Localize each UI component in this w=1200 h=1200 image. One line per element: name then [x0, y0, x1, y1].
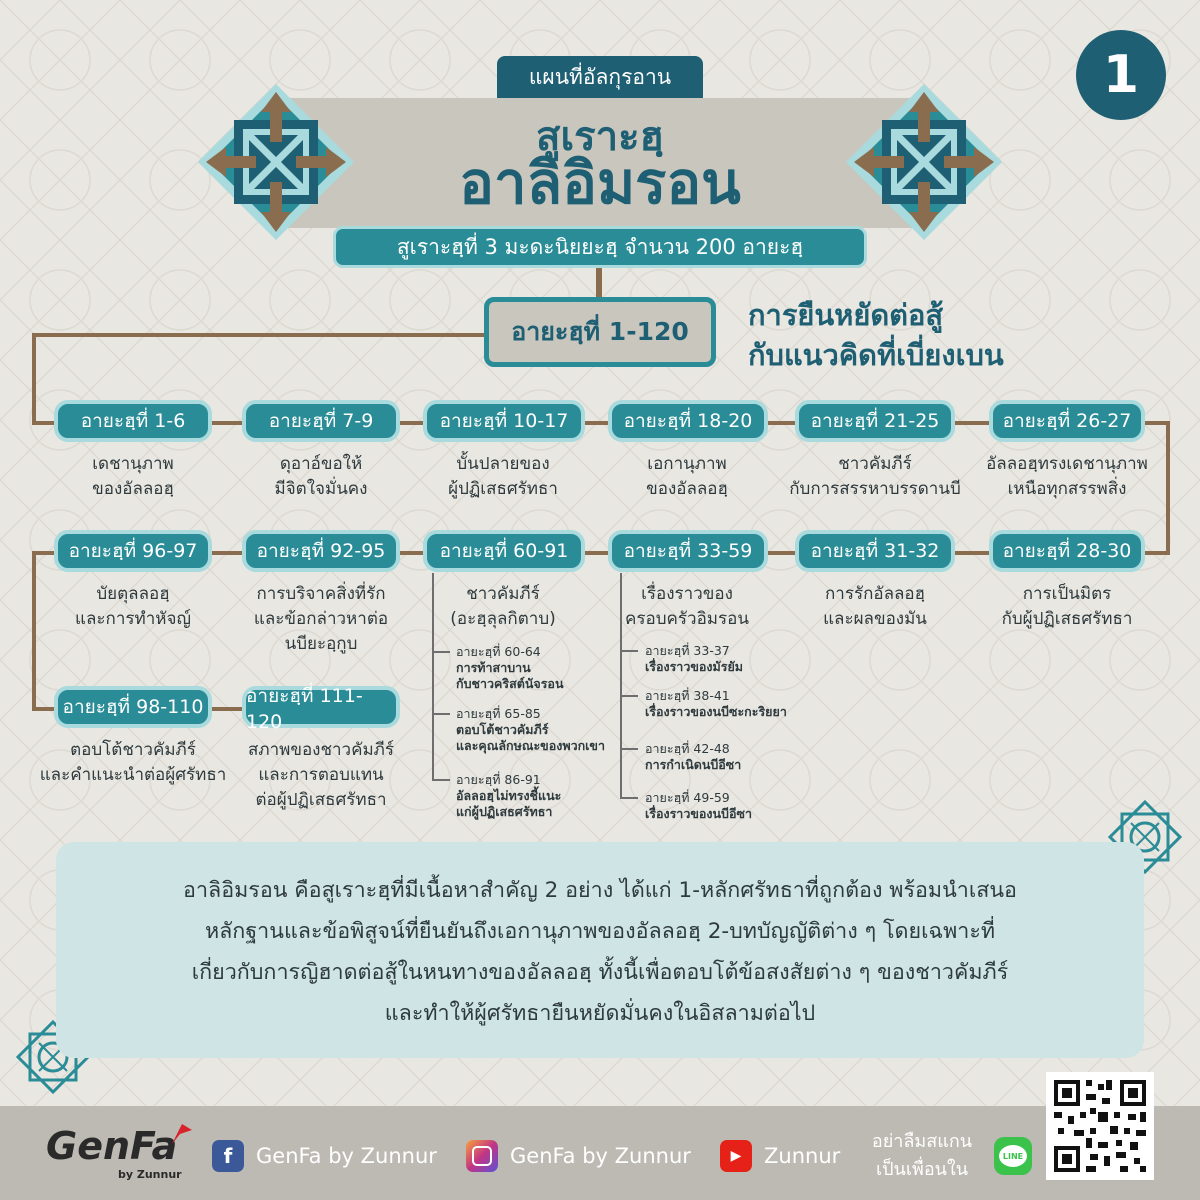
connector	[212, 707, 244, 711]
facebook-link[interactable]	[212, 1140, 437, 1172]
sub-item: อายะฮฺที่ 49-59 เรื่องราวของนบีอีซา	[645, 790, 752, 821]
instagram-icon	[466, 1140, 498, 1172]
ayah-range-96-97[interactable]: อายะฮฺที่ 96-97	[54, 530, 212, 572]
ayah-desc: สภาพของชาวคัมภีร์ และการตอบแทน ต่อผู้ปฏิเสธศรัทธา	[247, 740, 394, 810]
connector	[584, 421, 610, 425]
logo-flag-icon	[170, 1122, 194, 1146]
ayah-range-60-91[interactable]: อายะฮฺที่ 60-91	[423, 530, 585, 572]
brand-logo-sub: by Zunnur	[118, 1168, 182, 1181]
connector	[32, 333, 36, 425]
ayah-desc: เรื่องราวของ ครอบครัวอิมรอน	[625, 584, 749, 629]
ayah-desc: เดชานุภาพ ของอัลลอฮฺ	[92, 454, 174, 499]
youtube-handle: Zunnur	[764, 1144, 841, 1168]
connector	[399, 421, 425, 425]
ayah-desc: บัยตุลลอฮฺ และการทำหัจญ์	[75, 584, 191, 629]
ayah-range-18-20[interactable]: อายะฮฺที่ 18-20	[608, 400, 768, 442]
ayah-desc: การบริจาคสิ่งที่รัก และข้อกล่าวหาต่อ นบียะอฺกูบ	[253, 584, 389, 654]
header-tag: แผนที่อัลกุรอาน	[497, 56, 703, 98]
ayah-range-92-95[interactable]: อายะฮฺที่ 92-95	[242, 530, 400, 572]
ayah-range-21-25[interactable]: อายะฮฺที่ 21-25	[795, 400, 955, 442]
star-ornament-left-icon	[196, 82, 356, 242]
ayah-desc: ตอบโต้ชาวคัมภีร์ และคำแนะนำต่อผู้ศรัทธา	[39, 740, 227, 785]
connector	[399, 551, 425, 555]
facebook-icon: f	[212, 1140, 244, 1172]
sub-item: อายะฮฺที่ 33-37 เรื่องราวของมัรยัม	[645, 643, 744, 674]
ayah-range-33-59[interactable]: อายะฮฺที่ 33-59	[608, 530, 768, 572]
connector	[34, 333, 486, 337]
connector	[32, 421, 56, 425]
ayah-desc: ชาวคัมภีร์ (อะฮฺลุลกิตาบ)	[450, 584, 556, 629]
page-number-badge: 1	[1076, 30, 1166, 120]
tree-line	[432, 651, 450, 653]
ayah-range-7-9[interactable]: อายะฮฺที่ 7-9	[242, 400, 400, 442]
ayah-desc: เอกานุภาพ ของอัลลอฮฺ	[646, 454, 728, 499]
ayah-range-31-32[interactable]: อายะฮฺที่ 31-32	[795, 530, 955, 572]
brand-logo: GenFa	[46, 1124, 178, 1168]
sub-item: อายะฮฺที่ 42-48 การกำเนิดนบีอีซา	[645, 741, 742, 772]
connector	[955, 421, 991, 425]
star-ornament-right-icon	[844, 82, 1004, 242]
scan-text: อย่าลืมสแกน เป็นเพื่อนใน	[871, 1131, 973, 1180]
section-theme-line1: การยืนหยัดต่อสู้	[748, 298, 944, 332]
tree-line	[620, 695, 638, 697]
tree-line	[432, 779, 450, 781]
summary-text: อาลิอิมรอน คือสูเราะฮฺที่มีเนื้อหาสำคัญ 2 อย่าง ได้แก่ 1-หลักศรัทธาที่ถูกต้อง พร้อมนำเสนอ หลักฐานและข้อพิสูจน์ที่ยืนยันถึงเอกานุภาพของอัลลอฮฺ 2-บทบัญญัติต่าง ๆ โดยเฉพาะที่ เกี่ยวกับการญิฮาดต่อสู้ในหนทางของอัลลอฮฺ ทั้งนี้เพื่อตอบโต้ข้อสงสัยต่าง ๆ ของชาวคัมภีร์ และทำให้ผู้ศรัทธายืนหยัดมั่นคงในอิสลามต่อไป	[183, 878, 1017, 1026]
facebook-handle: GenFa by Zunnur	[256, 1144, 437, 1168]
tree-line	[620, 650, 638, 652]
tree-line	[620, 748, 638, 750]
ayah-desc: การรักอัลลอฮฺ และผลของมัน	[823, 584, 927, 629]
ayah-desc: ชาวคัมภีร์ กับการสรรหาบรรดานบี	[789, 454, 961, 499]
connector	[32, 707, 56, 711]
connector	[596, 268, 602, 300]
instagram-handle: GenFa by Zunnur	[510, 1144, 691, 1168]
header-title-line2: อาลิอิมรอน	[459, 149, 741, 217]
qr-code-icon[interactable]	[1046, 1072, 1154, 1180]
connector	[212, 421, 244, 425]
tree-line	[432, 573, 434, 780]
ayah-range-98-110[interactable]: อายะฮฺที่ 98-110	[54, 686, 212, 728]
line-app-icon[interactable]	[994, 1137, 1032, 1175]
connector	[767, 551, 797, 555]
ayah-range-1-6[interactable]: อายะฮฺที่ 1-6	[54, 400, 212, 442]
youtube-link[interactable]	[720, 1140, 840, 1172]
ayah-range-26-27[interactable]: อายะฮฺที่ 26-27	[989, 400, 1145, 442]
sub-item: อายะฮฺที่ 60-64 การท้าสาบาน กับชาวคริสต์นัจรอน	[456, 644, 564, 691]
instagram-link[interactable]	[466, 1140, 691, 1172]
connector	[212, 551, 244, 555]
sub-item: อายะฮฺที่ 65-85 ตอบโต้ชาวคัมภีร์ และคุณลักษณะของพวกเขา	[456, 706, 605, 753]
ayah-range-111-120[interactable]: อายะฮฺที่ 111-120	[242, 686, 400, 728]
line-icon-label: LINE	[999, 1145, 1027, 1167]
tree-line	[432, 713, 450, 715]
connector	[955, 551, 991, 555]
tree-line	[620, 573, 622, 799]
connector	[767, 421, 797, 425]
connector	[584, 551, 610, 555]
ayah-range-10-17[interactable]: อายะฮฺที่ 10-17	[423, 400, 585, 442]
sub-item: อายะฮฺที่ 38-41 เรื่องราวของนบีซะกะริยยา	[645, 688, 787, 719]
youtube-icon: ▶	[720, 1140, 752, 1172]
sub-item: อายะฮฺที่ 86-91 อัลลอฮฺไม่ทรงชี้แนะ แก่ผู้ปฏิเสธศรัทธา	[456, 772, 562, 819]
ayah-desc: ดุอาอ์ขอให้ มีจิตใจมั่นคง	[274, 454, 368, 499]
ayah-range-28-30[interactable]: อายะฮฺที่ 28-30	[989, 530, 1145, 572]
header-subtitle: สูเราะฮฺที่ 3 มะดะนิยยะฮฺ จำนวน 200 อายะฮฺ	[333, 226, 867, 268]
header-title-line1: สูเราะฮฺ	[536, 114, 664, 160]
ayah-desc: การเป็นมิตร กับผู้ปฏิเสธศรัทธา	[1001, 584, 1133, 629]
tree-line	[620, 797, 638, 799]
ayah-desc: อัลลอฮฺทรงเดชานุภาพ เหนือทุกสรรพสิ่ง	[986, 454, 1148, 499]
section-theme-line2: กับแนวคิดที่เบี่ยงเบน	[748, 338, 1004, 372]
section-range-box: อายะฮฺที่ 1-120	[484, 297, 716, 367]
ayah-desc: บั้นปลายของ ผู้ปฏิเสธศรัทธา	[448, 454, 558, 499]
connector	[1144, 551, 1170, 555]
